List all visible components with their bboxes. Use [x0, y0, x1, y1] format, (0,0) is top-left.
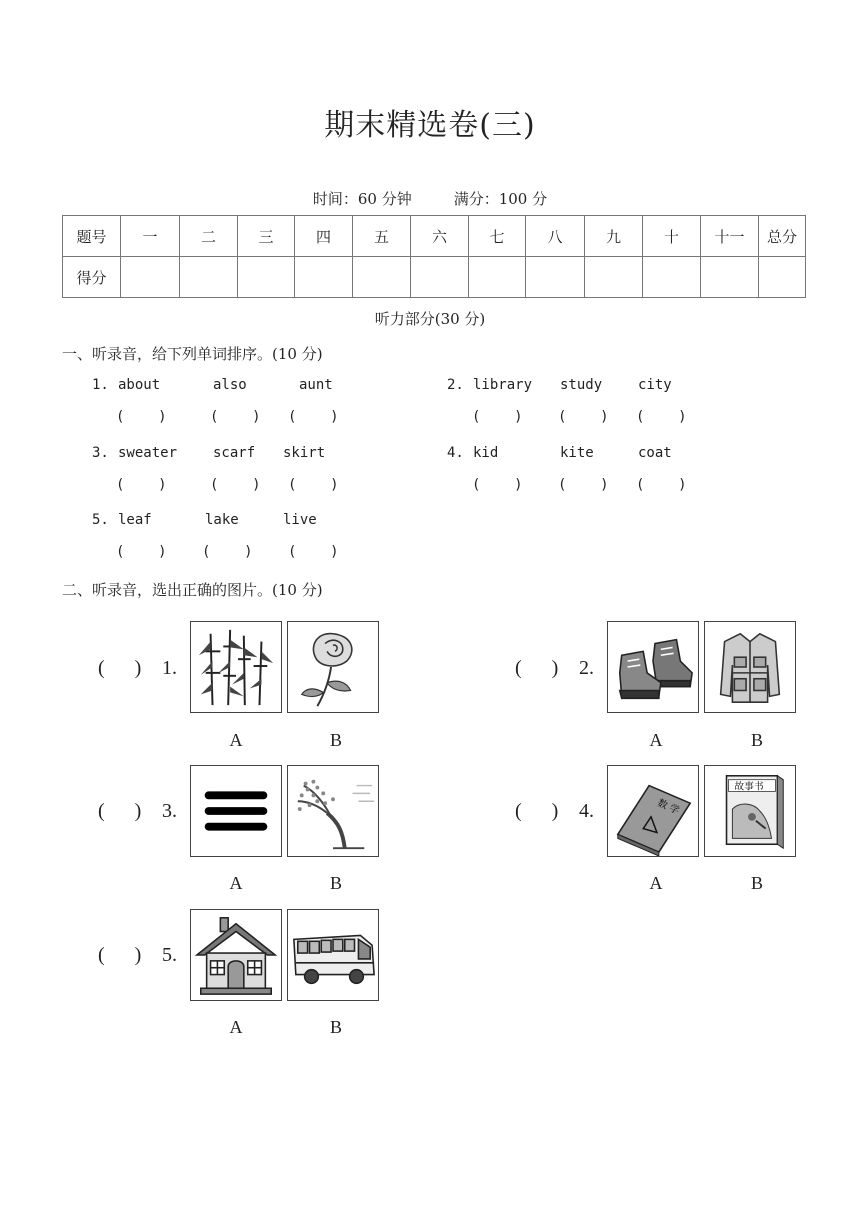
word: scarf — [213, 445, 256, 461]
word: also — [213, 377, 247, 393]
section1-heading: 一、听录音，给下列单词排序。(10 分) — [62, 345, 323, 363]
word: skirt — [283, 445, 326, 461]
answer-blank[interactable]: ( ) — [558, 477, 609, 493]
windy-tree-icon — [288, 766, 378, 856]
score-cell[interactable] — [180, 257, 238, 298]
word: lake — [205, 512, 239, 528]
option-b-label: B — [329, 873, 342, 893]
score-table-header-cell: 三 — [238, 216, 295, 257]
score-label: 满分：100 分 — [453, 190, 548, 208]
score-table-header-row — [63, 216, 806, 257]
option-a-image[interactable] — [607, 765, 699, 857]
word: kite — [560, 445, 594, 461]
answer-blank[interactable]: ( ) — [472, 409, 523, 425]
rose-icon — [288, 622, 378, 712]
answer-blank[interactable]: ( ) — [98, 800, 142, 822]
house-icon — [191, 910, 281, 1000]
score-table-header-cell: 二 — [180, 216, 238, 257]
score-cell[interactable] — [759, 257, 806, 298]
score-table-header-cell: 八 — [526, 216, 585, 257]
score-table-header-cell: 五 — [353, 216, 411, 257]
score-cell[interactable] — [121, 257, 180, 298]
answer-blank[interactable]: ( ) — [116, 544, 167, 560]
answer-blank[interactable]: ( ) — [116, 409, 167, 425]
option-a-label: A — [649, 730, 663, 750]
word: library — [473, 377, 533, 393]
score-cell[interactable] — [469, 257, 526, 298]
item-number: 2. — [579, 657, 594, 679]
item-number: 5. — [92, 512, 109, 528]
item-number: 4. — [579, 800, 594, 822]
score-table-score-row — [63, 257, 806, 298]
word: live — [283, 512, 317, 528]
math-book-title: 数 学 — [655, 797, 681, 817]
answer-blank[interactable]: ( ) — [515, 800, 559, 822]
item-number: 3. — [92, 445, 109, 461]
word: coat — [638, 445, 672, 461]
score-table-header-cell: 十一 — [701, 216, 759, 257]
answer-blank[interactable]: ( ) — [636, 409, 687, 425]
time-label: 时间：60 分钟 — [312, 190, 412, 208]
answer-blank[interactable]: ( ) — [98, 657, 142, 679]
answer-blank[interactable]: ( ) — [636, 477, 687, 493]
option-a-label: A — [229, 730, 243, 750]
score-table-row-label: 得分 — [63, 257, 121, 298]
option-a-label: A — [649, 873, 663, 893]
answer-blank[interactable]: ( ) — [558, 409, 609, 425]
word: about — [118, 377, 161, 393]
item-number: 4. — [447, 445, 464, 461]
three-lines-icon — [191, 766, 281, 856]
item-number: 1. — [162, 657, 177, 679]
item-number: 1. — [92, 377, 109, 393]
word: sweater — [118, 445, 178, 461]
score-cell[interactable] — [353, 257, 411, 298]
score-table-header-cell: 一 — [121, 216, 180, 257]
item-number: 2. — [447, 377, 464, 393]
option-a-image[interactable] — [190, 621, 282, 713]
option-a-label: A — [229, 1017, 243, 1037]
exam-info — [0, 188, 860, 209]
word: leaf — [118, 512, 152, 528]
answer-blank[interactable]: ( ) — [116, 477, 167, 493]
item-number: 5. — [162, 944, 177, 966]
item-number: 3. — [162, 800, 177, 822]
storybook-icon — [705, 766, 795, 856]
score-cell[interactable] — [238, 257, 295, 298]
score-cell[interactable] — [411, 257, 469, 298]
score-table-header-cell: 四 — [295, 216, 353, 257]
score-table-header-cell: 总分 — [759, 216, 806, 257]
word: city — [638, 377, 672, 393]
score-cell[interactable] — [643, 257, 701, 298]
answer-blank[interactable]: ( ) — [288, 409, 339, 425]
answer-blank[interactable]: ( ) — [288, 544, 339, 560]
answer-blank[interactable]: ( ) — [202, 544, 253, 560]
option-b-label: B — [750, 730, 763, 750]
option-b-label: B — [750, 873, 763, 893]
page-title: 期末精选卷(三) — [324, 108, 536, 143]
section2-heading: 二、听录音，选出正确的图片。(10 分) — [62, 581, 323, 599]
math-book-icon — [608, 766, 698, 856]
score-cell[interactable] — [295, 257, 353, 298]
option-b-image[interactable] — [704, 765, 796, 857]
score-table-header-cell: 九 — [585, 216, 643, 257]
storybook-title: 故事书 — [734, 781, 764, 793]
answer-blank[interactable]: ( ) — [98, 944, 142, 966]
word: kid — [473, 445, 499, 461]
answer-blank[interactable]: ( ) — [515, 657, 559, 679]
score-cell[interactable] — [701, 257, 759, 298]
word: study — [560, 377, 603, 393]
word: aunt — [299, 377, 333, 393]
score-table-header-cell: 七 — [469, 216, 526, 257]
jacket-icon — [705, 622, 795, 712]
bus-icon — [288, 910, 378, 1000]
option-b-image[interactable] — [704, 621, 796, 713]
option-b-image[interactable] — [287, 909, 379, 1001]
listening-part-title: 听力部分(30 分) — [374, 310, 486, 328]
score-table-header-cell: 六 — [411, 216, 469, 257]
bamboo-icon — [191, 622, 281, 712]
option-b-label: B — [329, 730, 342, 750]
option-b-image[interactable] — [287, 765, 379, 857]
option-b-label: B — [329, 1017, 342, 1037]
score-cell[interactable] — [585, 257, 643, 298]
score-table — [62, 215, 806, 298]
option-b-image[interactable] — [287, 621, 379, 713]
answer-blank[interactable]: ( ) — [210, 409, 261, 425]
option-a-image[interactable] — [190, 909, 282, 1001]
option-a-label: A — [229, 873, 243, 893]
score-cell[interactable] — [526, 257, 585, 298]
answer-blank[interactable]: ( ) — [210, 477, 261, 493]
answer-blank[interactable]: ( ) — [472, 477, 523, 493]
score-table-header-cell: 题号 — [63, 216, 121, 257]
boots-icon — [608, 622, 698, 712]
answer-blank[interactable]: ( ) — [288, 477, 339, 493]
option-a-image[interactable] — [190, 765, 282, 857]
score-table-header-cell: 十 — [643, 216, 701, 257]
option-a-image[interactable] — [607, 621, 699, 713]
